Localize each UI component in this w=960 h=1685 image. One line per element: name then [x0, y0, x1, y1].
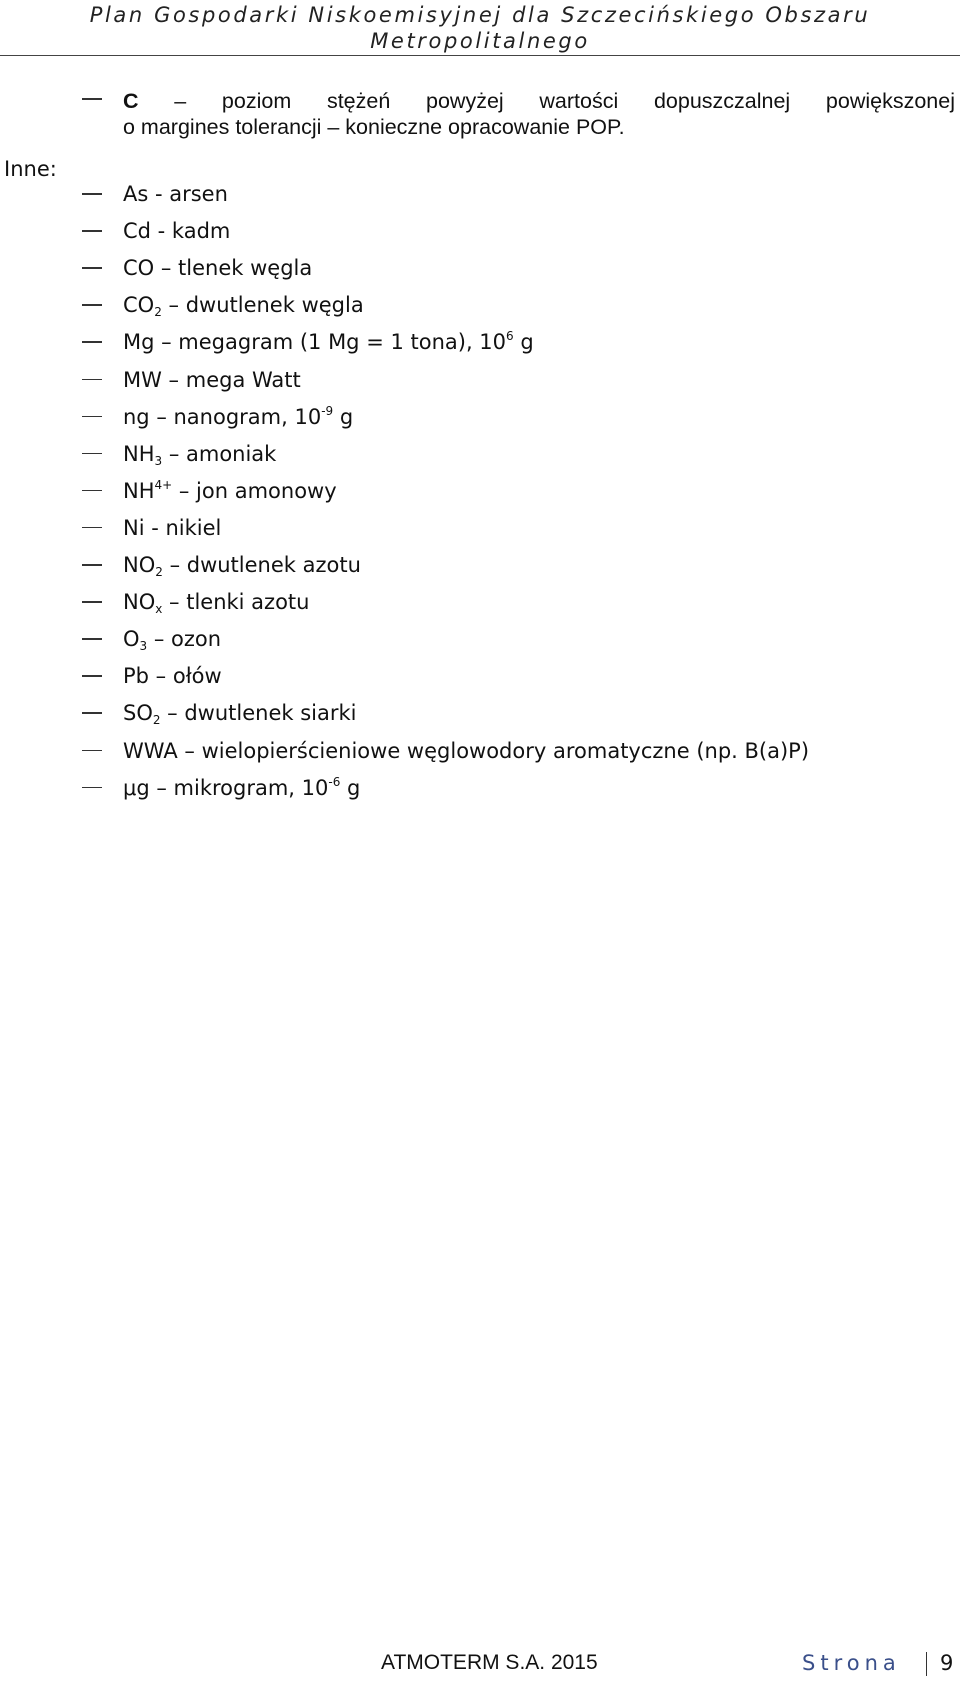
abbreviation-item [123, 292, 364, 318]
dash-bullet [82, 750, 102, 752]
c-level-line2: o margines tolerancji – konieczne opracowanie POP. [123, 115, 625, 139]
abbreviation-text: MW – mega Watt [123, 367, 301, 392]
abbreviation-definition: – jon amonowy [172, 478, 337, 503]
abbreviation-text: SO [123, 701, 153, 726]
abbreviation-item [123, 404, 353, 430]
superscript: 4+ [154, 477, 173, 492]
subscript: x [155, 602, 163, 617]
dash-bullet [82, 98, 102, 100]
dash-bullet [82, 675, 102, 677]
subscript: 3 [139, 639, 148, 654]
footer-page-number: 9 [940, 1651, 954, 1675]
abbreviation-item [123, 552, 361, 578]
dash-bullet [82, 304, 102, 306]
abbreviation-item [123, 255, 312, 281]
abbreviation-text: Ni - nikiel [123, 515, 222, 540]
dash-bullet [82, 230, 102, 232]
abbreviation-definition: – amoniak [162, 441, 277, 466]
inne-label: Inne: [4, 157, 57, 181]
abbreviation-definition: g [513, 330, 534, 355]
header-divider [0, 55, 960, 56]
subscript: 2 [155, 565, 163, 579]
abbreviation-text: CO – tlenek węgla [123, 256, 313, 281]
abbreviation-text: CO [123, 293, 155, 318]
dash-bullet [82, 787, 102, 789]
footer-company: ATMOTERM S.A. 2015 [381, 1651, 598, 1674]
abbreviation-text: NH [123, 441, 155, 466]
abbreviation-text: ng – nanogram, 10 [123, 404, 322, 429]
dash-bullet [82, 453, 102, 455]
abbreviation-text: NO [123, 553, 156, 577]
dash-bullet [82, 490, 102, 492]
abbreviation-text: μg – mikrogram, 10 [123, 775, 329, 800]
abbreviation-text: NO [123, 590, 156, 615]
dash-bullet [82, 379, 102, 381]
abbreviation-definition: – tlenki azotu [162, 590, 310, 615]
dash-bullet [82, 601, 102, 603]
dash-bullet [82, 527, 102, 529]
dash-bullet [82, 712, 102, 714]
abbreviation-definition: g [340, 775, 361, 800]
abbreviation-text: Pb – ołów [123, 664, 222, 689]
abbreviation-text: O [123, 627, 140, 652]
abbreviation-item [123, 181, 228, 207]
c-level-line1 [123, 88, 955, 114]
page-header [0, 0, 960, 56]
abbreviation-definition: g [333, 404, 354, 429]
c-level-code: C [123, 89, 139, 113]
footer-separator [926, 1652, 927, 1676]
abbreviation-definition: – ozon [147, 627, 222, 652]
abbreviation-item [123, 478, 337, 504]
abbreviation-item [123, 329, 534, 355]
dash-bullet [82, 564, 102, 566]
abbreviation-item [123, 441, 276, 467]
dash-bullet [82, 638, 102, 640]
dash-bullet [82, 267, 102, 269]
c-level-definition [123, 88, 955, 140]
abbreviation-definition: – dwutlenek azotu [162, 553, 361, 577]
abbreviation-item [123, 218, 230, 244]
subscript: 2 [154, 305, 162, 320]
abbreviation-item [123, 589, 309, 615]
abbreviation-text: WWA – wielopierścieniowe węglowodory aromatyczne (np. B(a)P) [123, 738, 810, 763]
abbreviation-item [123, 775, 360, 801]
header-title-line2: Metropolitalnego [370, 29, 590, 53]
subscript: 2 [152, 713, 161, 728]
abbreviation-definition: – dwutlenek siarki [160, 701, 357, 726]
abbreviation-text: Cd - kadm [123, 219, 231, 244]
superscript: -9 [321, 403, 334, 418]
dash-bullet [82, 416, 102, 418]
abbreviation-item [123, 367, 301, 393]
abbreviation-item [123, 663, 222, 689]
footer-page-label: Strona [802, 1651, 901, 1675]
abbreviation-item [123, 700, 357, 726]
abbreviation-text: Mg – megagram (1 Mg = 1 tona), 10 [123, 330, 507, 355]
subscript: 3 [154, 453, 163, 468]
abbreviation-item [123, 515, 221, 541]
superscript: 6 [506, 329, 514, 344]
superscript: -6 [328, 774, 341, 789]
dash-bullet [82, 341, 102, 343]
c-level-text: – poziom stężeń powyżej wartości dopuszczalnej powiększonej [174, 89, 955, 113]
abbreviation-definition: – dwutlenek węgla [161, 293, 364, 318]
dash-bullet [82, 193, 102, 195]
header-title-line1: Plan Gospodarki Niskoemisyjnej dla Szczecińskiego Obszaru [89, 3, 871, 27]
abbreviation-text: NH [123, 478, 155, 503]
abbreviation-text: As - arsen [123, 182, 228, 206]
abbreviation-item [123, 626, 221, 652]
abbreviation-item [123, 738, 809, 764]
